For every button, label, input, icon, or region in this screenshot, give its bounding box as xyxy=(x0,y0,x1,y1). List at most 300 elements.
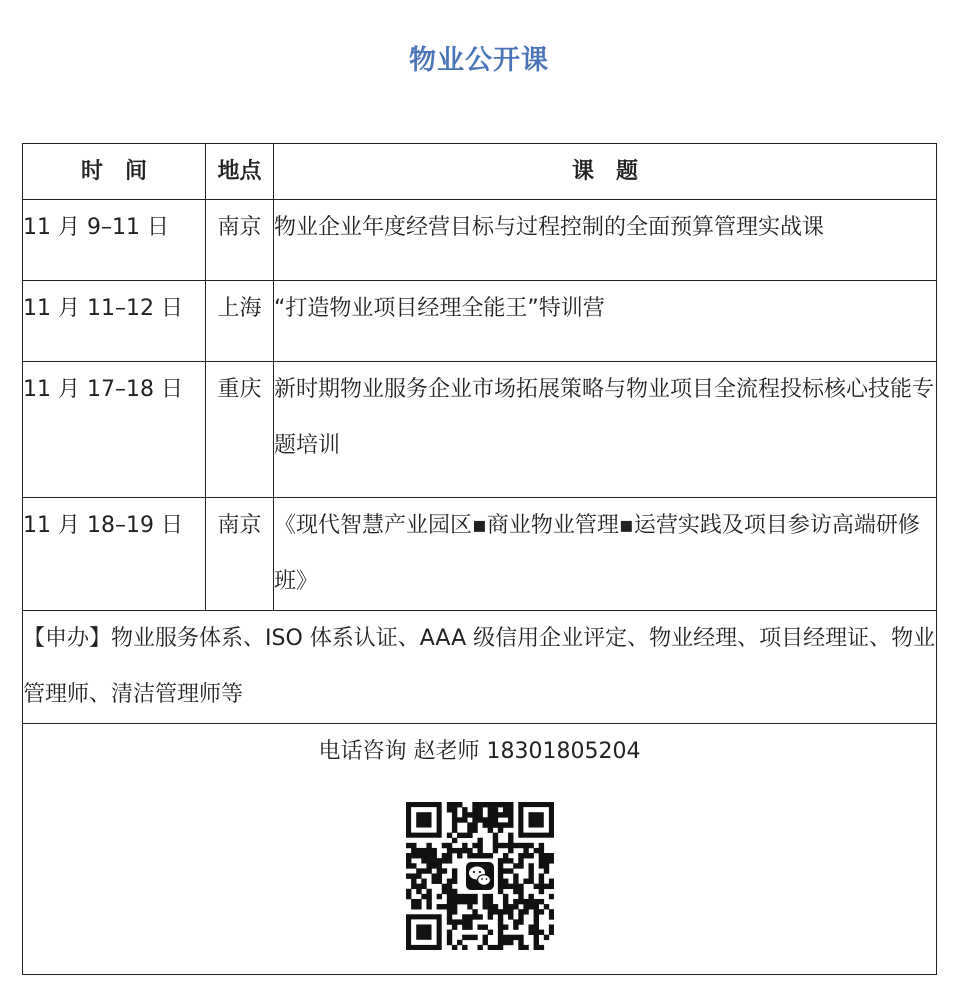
qr-module xyxy=(472,843,477,848)
qr-module xyxy=(482,802,487,807)
qr-module xyxy=(411,853,416,858)
qr-module xyxy=(451,817,456,822)
qr-module xyxy=(508,909,513,914)
header-topic: 课 题 xyxy=(274,144,937,200)
qr-module xyxy=(462,843,467,848)
qr-module xyxy=(472,935,477,940)
qr-module xyxy=(523,945,528,950)
qr-module xyxy=(518,843,523,848)
qr-module xyxy=(538,863,543,868)
qr-module xyxy=(518,945,523,950)
qr-module xyxy=(462,817,467,822)
qr-module xyxy=(441,858,446,863)
qr-module xyxy=(518,940,523,945)
header-place: 地点 xyxy=(206,144,274,200)
qr-module xyxy=(436,868,441,873)
row-date: 11 月 11–12 日 xyxy=(23,281,206,362)
qr-module xyxy=(508,868,513,873)
qr-module xyxy=(482,853,487,858)
qr-module xyxy=(518,889,523,894)
qr-module xyxy=(492,833,497,838)
qr-module xyxy=(457,833,462,838)
qr-module xyxy=(523,909,528,914)
qr-module xyxy=(487,828,492,833)
qr-module xyxy=(467,894,472,899)
qr-module xyxy=(477,817,482,822)
qr-module xyxy=(528,879,533,884)
qr-module xyxy=(513,884,518,889)
qr-module xyxy=(528,930,533,935)
qr-module xyxy=(538,930,543,935)
qr-module xyxy=(508,822,513,827)
qr-module xyxy=(451,822,456,827)
qr-module xyxy=(472,807,477,812)
qr-module xyxy=(492,945,497,950)
qr-module xyxy=(436,904,441,909)
qr-module xyxy=(543,853,548,858)
qr-module xyxy=(416,889,421,894)
qr-module xyxy=(502,858,507,863)
qr-module xyxy=(502,940,507,945)
qr-module xyxy=(497,868,502,873)
qr-module xyxy=(497,924,502,929)
qr-module xyxy=(431,873,436,878)
qr-module xyxy=(548,853,553,858)
qr-module xyxy=(492,848,497,853)
qr-module xyxy=(548,930,553,935)
table-header-row xyxy=(23,144,937,200)
table-row xyxy=(23,200,937,281)
qr-module xyxy=(441,904,446,909)
qr-module xyxy=(487,930,492,935)
qr-module xyxy=(416,884,421,889)
qr-module xyxy=(436,863,441,868)
qr-module xyxy=(538,945,543,950)
qr-module xyxy=(426,858,431,863)
qr-module xyxy=(513,889,518,894)
qr-module xyxy=(492,843,497,848)
qr-module xyxy=(502,899,507,904)
qr-module xyxy=(477,853,482,858)
qr-module xyxy=(497,863,502,868)
qr-module xyxy=(467,899,472,904)
qr-module xyxy=(416,848,421,853)
qr-module xyxy=(543,904,548,909)
services-row xyxy=(23,611,937,724)
qr-module xyxy=(431,858,436,863)
qr-module xyxy=(508,838,513,843)
qr-module xyxy=(508,884,513,889)
qr-module xyxy=(508,935,513,940)
header-time: 时 间 xyxy=(23,144,206,200)
qr-module xyxy=(548,924,553,929)
qr-module xyxy=(477,945,482,950)
qr-module xyxy=(406,894,411,899)
qr-module xyxy=(467,853,472,858)
qr-module xyxy=(467,812,472,817)
qr-module xyxy=(538,884,543,889)
qr-module xyxy=(436,858,441,863)
qr-module xyxy=(523,853,528,858)
qr-module xyxy=(467,904,472,909)
qr-module xyxy=(446,904,451,909)
qr-module xyxy=(523,904,528,909)
qr-module xyxy=(451,919,456,924)
qr-module xyxy=(528,853,533,858)
qr-module xyxy=(487,909,492,914)
qr-module xyxy=(416,853,421,858)
qr-module xyxy=(523,848,528,853)
qr-module xyxy=(482,904,487,909)
qr-module xyxy=(451,924,456,929)
qr-module xyxy=(406,889,411,894)
qr-module xyxy=(497,889,502,894)
qr-module xyxy=(406,853,411,858)
qr-module xyxy=(518,858,523,863)
qr-module xyxy=(462,899,467,904)
qr-module xyxy=(451,904,456,909)
qr-module xyxy=(508,940,513,945)
qr-module xyxy=(533,919,538,924)
qr-module xyxy=(513,935,518,940)
qr-module xyxy=(467,848,472,853)
qr-module xyxy=(533,909,538,914)
qr-module xyxy=(487,945,492,950)
qr-module xyxy=(431,848,436,853)
qr-module xyxy=(421,884,426,889)
qr-module xyxy=(497,812,502,817)
qr-module xyxy=(497,930,502,935)
qr-module xyxy=(472,817,477,822)
qr-module xyxy=(441,884,446,889)
qr-module xyxy=(416,904,421,909)
qr-module xyxy=(441,853,446,858)
qr-module xyxy=(502,884,507,889)
qr-module xyxy=(406,873,411,878)
qr-module xyxy=(538,899,543,904)
qr-module xyxy=(411,848,416,853)
qr-module xyxy=(477,812,482,817)
qr-module xyxy=(518,894,523,899)
qr-module xyxy=(518,935,523,940)
qr-module xyxy=(462,935,467,940)
qr-module xyxy=(518,899,523,904)
row-date: 11 月 9–11 日 xyxy=(23,200,206,281)
qr-module xyxy=(451,879,456,884)
qr-module xyxy=(502,904,507,909)
qr-module xyxy=(513,924,518,929)
row-topic: 《现代智慧产业园区▪商业物业管理▪运营实践及项目参访高端研修班》 xyxy=(274,498,937,611)
qr-module xyxy=(538,879,543,884)
qr-module xyxy=(472,853,477,858)
qr-module xyxy=(477,802,482,807)
qr-module xyxy=(472,909,477,914)
qr-module xyxy=(457,919,462,924)
qr-module xyxy=(467,935,472,940)
qr-module xyxy=(518,884,523,889)
qr-module xyxy=(472,822,477,827)
qr-module xyxy=(543,868,548,873)
qr-module xyxy=(411,879,416,884)
qr-module xyxy=(492,822,497,827)
qr-module xyxy=(533,945,538,950)
qr-module xyxy=(441,868,446,873)
qr-module xyxy=(457,940,462,945)
qr-module xyxy=(538,909,543,914)
qr-module xyxy=(426,894,431,899)
qr-module xyxy=(533,899,538,904)
qr-module xyxy=(421,848,426,853)
qr-module xyxy=(487,853,492,858)
qr-module xyxy=(538,873,543,878)
qr-module xyxy=(421,894,426,899)
qr-module xyxy=(548,909,553,914)
qr-module xyxy=(482,894,487,899)
qr-module xyxy=(497,945,502,950)
page-title: 物业公开课 xyxy=(409,45,549,76)
qr-module xyxy=(497,909,502,914)
qr-module xyxy=(411,884,416,889)
qr-module xyxy=(497,879,502,884)
qr-module xyxy=(467,828,472,833)
qr-module xyxy=(457,853,462,858)
qr-module xyxy=(502,853,507,858)
qr-module xyxy=(533,930,538,935)
qr-module xyxy=(518,914,523,919)
qr-module xyxy=(441,843,446,848)
qr-module xyxy=(502,868,507,873)
qr-module xyxy=(446,930,451,935)
qr-module xyxy=(492,817,497,822)
qr-module xyxy=(502,894,507,899)
qr-module xyxy=(451,889,456,894)
qr-module xyxy=(426,899,431,904)
qr-code[interactable] xyxy=(406,802,554,950)
qr-module xyxy=(451,899,456,904)
qr-module xyxy=(472,812,477,817)
qr-module xyxy=(508,848,513,853)
qr-module xyxy=(472,899,477,904)
row-topic: 新时期物业服务企业市场拓展策略与物业项目全流程投标核心技能专题培训 xyxy=(274,362,937,498)
qr-module xyxy=(462,919,467,924)
qr-module xyxy=(548,858,553,863)
qr-module xyxy=(451,838,456,843)
qr-module xyxy=(528,873,533,878)
qr-module xyxy=(482,935,487,940)
qr-module xyxy=(446,894,451,899)
row-city: 南京 xyxy=(206,200,274,281)
qr-module xyxy=(508,812,513,817)
qr-module xyxy=(441,889,446,894)
qr-module xyxy=(492,802,497,807)
qr-module xyxy=(421,879,426,884)
qr-module xyxy=(518,919,523,924)
qr-module xyxy=(421,858,426,863)
qr-module xyxy=(538,848,543,853)
qr-module xyxy=(451,812,456,817)
qr-module xyxy=(533,935,538,940)
qr-module xyxy=(548,879,553,884)
qr-module xyxy=(502,879,507,884)
qr-module xyxy=(472,914,477,919)
qr-module xyxy=(533,884,538,889)
qr-module xyxy=(462,807,467,812)
qr-module xyxy=(451,909,456,914)
row-city: 重庆 xyxy=(206,362,274,498)
qr-module xyxy=(538,853,543,858)
qr-module xyxy=(508,802,513,807)
qr-module xyxy=(528,894,533,899)
qr-module xyxy=(421,853,426,858)
qr-module xyxy=(462,924,467,929)
qr-module xyxy=(533,914,538,919)
qr-module xyxy=(492,904,497,909)
qr-module xyxy=(533,848,538,853)
qr-module xyxy=(508,904,513,909)
qr-module xyxy=(523,843,528,848)
qr-module xyxy=(497,873,502,878)
qr-module xyxy=(446,848,451,853)
qr-module xyxy=(487,802,492,807)
qr-module xyxy=(513,904,518,909)
qr-module xyxy=(487,904,492,909)
qr-module xyxy=(426,853,431,858)
qr-module xyxy=(446,884,451,889)
qr-module xyxy=(502,843,507,848)
qr-module xyxy=(502,807,507,812)
qr-module xyxy=(513,863,518,868)
qr-module xyxy=(492,838,497,843)
qr-module xyxy=(508,807,513,812)
qr-module xyxy=(416,868,421,873)
qr-module xyxy=(548,894,553,899)
qr-module xyxy=(462,914,467,919)
qr-module xyxy=(462,894,467,899)
qr-module xyxy=(426,863,431,868)
qr-module xyxy=(411,843,416,848)
qr-module xyxy=(467,833,472,838)
qr-module xyxy=(477,924,482,929)
qr-module xyxy=(487,807,492,812)
qr-module xyxy=(431,853,436,858)
qr-module xyxy=(497,858,502,863)
qr-module xyxy=(538,858,543,863)
row-date: 11 月 17–18 日 xyxy=(23,362,206,498)
qr-module xyxy=(548,884,553,889)
qr-module xyxy=(472,802,477,807)
qr-module xyxy=(462,848,467,853)
qr-module xyxy=(457,899,462,904)
qr-module xyxy=(446,919,451,924)
qr-module xyxy=(508,833,513,838)
qr-module xyxy=(508,914,513,919)
qr-module xyxy=(406,858,411,863)
qr-module xyxy=(451,802,456,807)
qr-module xyxy=(518,909,523,914)
wechat-icon xyxy=(463,859,497,893)
qr-module xyxy=(497,919,502,924)
qr-module xyxy=(543,935,548,940)
qr-module xyxy=(497,822,502,827)
qr-module xyxy=(502,802,507,807)
qr-module xyxy=(502,909,507,914)
qr-module xyxy=(487,899,492,904)
qr-module xyxy=(446,802,451,807)
row-topic: “打造物业项目经理全能王”特训营 xyxy=(274,281,937,362)
qr-module xyxy=(548,914,553,919)
qr-module xyxy=(451,868,456,873)
qr-module xyxy=(513,919,518,924)
qr-module xyxy=(528,904,533,909)
qr-module xyxy=(426,889,431,894)
qr-module xyxy=(462,945,467,950)
qr-module xyxy=(513,843,518,848)
qr-module xyxy=(502,935,507,940)
qr-module xyxy=(487,812,492,817)
qr-module xyxy=(497,843,502,848)
qr-module xyxy=(416,899,421,904)
qr-module xyxy=(543,884,548,889)
qr-module xyxy=(523,899,528,904)
qr-module xyxy=(482,924,487,929)
qr-module xyxy=(487,914,492,919)
qr-module xyxy=(426,868,431,873)
qr-module xyxy=(406,863,411,868)
qr-module xyxy=(477,848,482,853)
table-row xyxy=(23,498,937,611)
qr-module xyxy=(411,904,416,909)
qr-module xyxy=(497,935,502,940)
qr-module xyxy=(426,843,431,848)
qr-module xyxy=(446,914,451,919)
qr-module xyxy=(446,807,451,812)
services-text: 【申办】物业服务体系、ISO 体系认证、AAA 级信用企业评定、物业经理、项目经理证、物业管理师、清洁管理师等 xyxy=(23,611,937,724)
qr-module xyxy=(538,889,543,894)
qr-module xyxy=(446,853,451,858)
qr-module xyxy=(436,879,441,884)
qr-module xyxy=(492,812,497,817)
qr-module xyxy=(411,899,416,904)
qr-module xyxy=(487,817,492,822)
qr-module xyxy=(457,802,462,807)
qr-module xyxy=(451,945,456,950)
qr-module xyxy=(477,843,482,848)
qr-module xyxy=(533,904,538,909)
qr-module xyxy=(528,924,533,929)
qr-module xyxy=(518,853,523,858)
qr-module xyxy=(482,940,487,945)
qr-module xyxy=(518,863,523,868)
qr-module xyxy=(533,940,538,945)
qr-module xyxy=(446,879,451,884)
contact-cell xyxy=(23,724,937,975)
qr-module xyxy=(411,873,416,878)
qr-module xyxy=(431,879,436,884)
contact-row xyxy=(23,724,937,975)
qr-module xyxy=(477,914,482,919)
qr-module xyxy=(528,868,533,873)
qr-module xyxy=(451,807,456,812)
qr-module xyxy=(528,843,533,848)
table-row xyxy=(23,362,937,498)
qr-module xyxy=(446,899,451,904)
row-city: 上海 xyxy=(206,281,274,362)
qr-module xyxy=(436,894,441,899)
qr-module xyxy=(487,822,492,827)
qr-module xyxy=(421,868,426,873)
table-row xyxy=(23,281,937,362)
qr-module xyxy=(543,858,548,863)
